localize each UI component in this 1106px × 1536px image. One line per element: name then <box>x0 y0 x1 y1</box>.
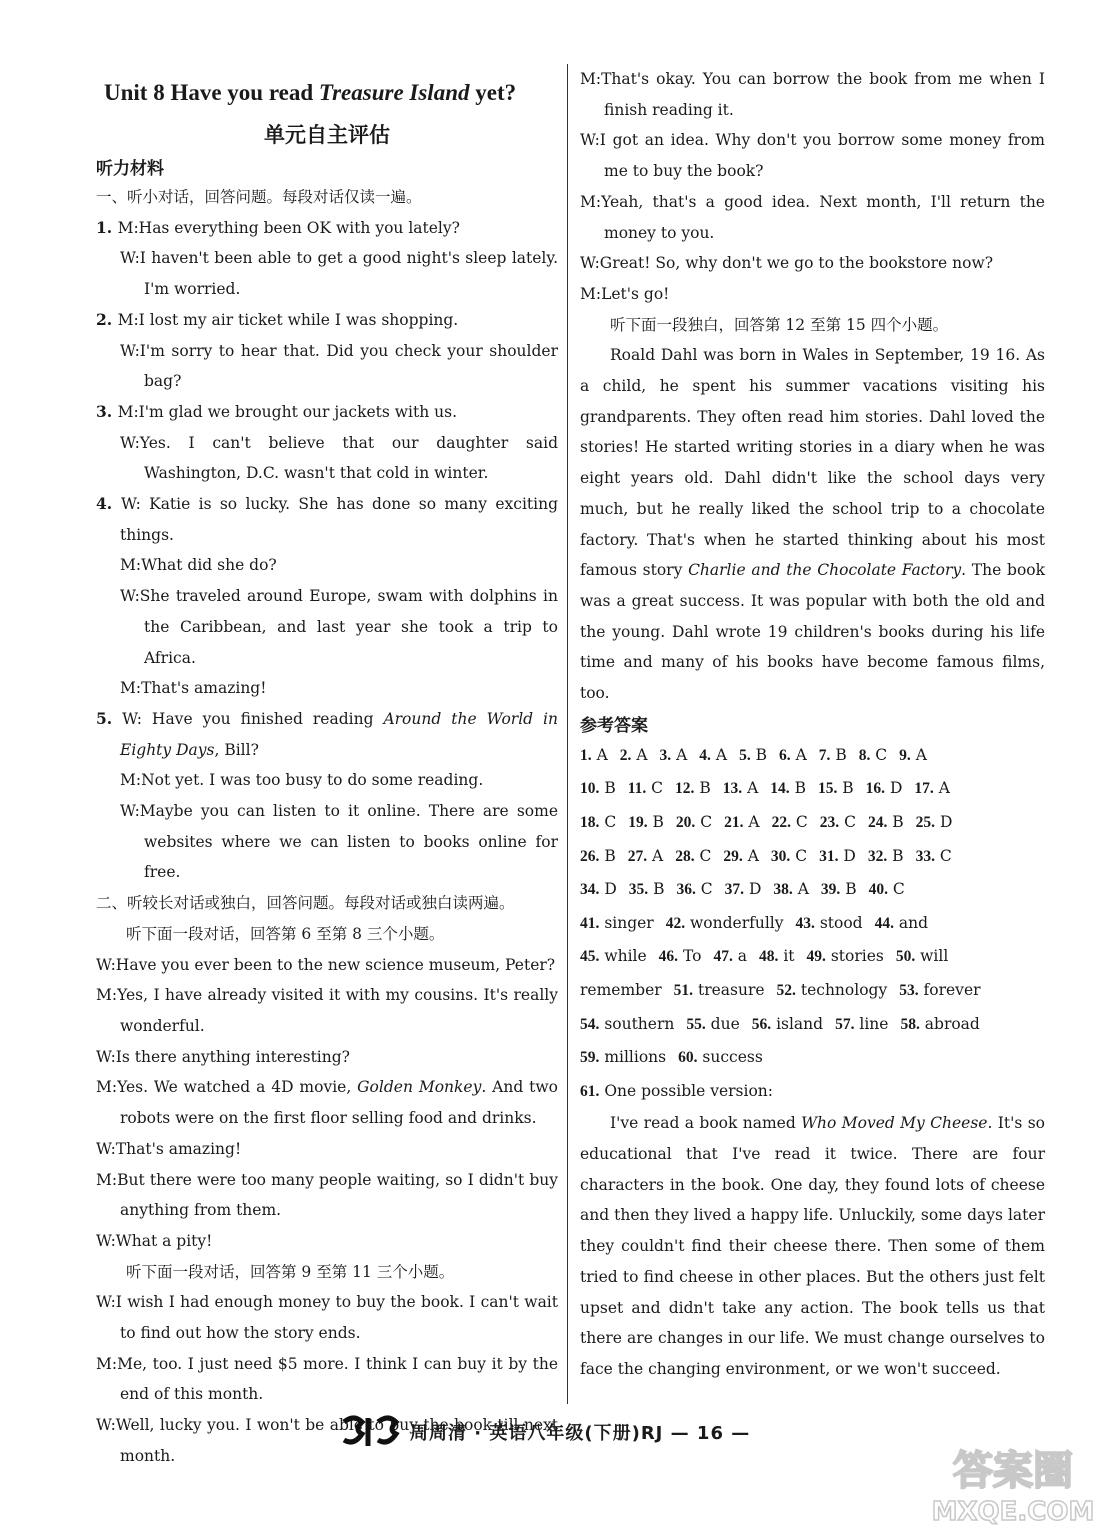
answer-item <box>628 779 663 797</box>
answer-value: A <box>747 846 759 865</box>
dialogue-line: 3. M:I'm glad we brought our jackets with us. <box>96 401 458 421</box>
answer-item <box>900 1015 979 1033</box>
answer-item <box>819 847 856 865</box>
answer-number: 18. <box>580 813 600 831</box>
answers-multiple-choice <box>580 739 1045 907</box>
answer-number: 9. <box>899 746 911 764</box>
dialogue-b-intro: 听下面一段对话，回答第 9 至第 11 三个小题。 <box>126 1262 455 1281</box>
answer-item <box>820 813 856 831</box>
page-footer <box>340 1410 860 1454</box>
movie-title: Golden Monkey <box>357 1078 482 1097</box>
answer-value: remember <box>580 980 662 999</box>
answer-number: 28. <box>675 847 695 865</box>
unit-title-book: Treasure Island <box>318 80 470 105</box>
answer-row <box>580 873 1045 907</box>
dialogue-line: W:She traveled around Europe, swam with dolphins in the Caribbean, and last year she took a trip to Africa. <box>120 587 558 667</box>
dialogue-5-first-line <box>96 704 558 765</box>
answer-value: B <box>794 779 806 798</box>
answer-value: A <box>676 745 688 764</box>
dialogue-5-lines <box>96 765 558 888</box>
dialogue-number: 1. <box>96 217 118 237</box>
answer-item <box>629 880 665 898</box>
answer-number: 42. <box>665 914 686 932</box>
answer-number: 36. <box>676 881 696 899</box>
answer-item <box>666 914 784 932</box>
answer-row <box>580 739 1045 773</box>
answer-number: 1. <box>580 746 592 764</box>
answer-value: island <box>776 1014 824 1033</box>
answer-number: 58. <box>900 1015 920 1033</box>
answer-number: 8. <box>858 746 871 764</box>
answer-value: B <box>845 880 857 899</box>
dialogue-a <box>96 950 558 1073</box>
monologue-text: Roald Dahl was born in Wales in September, 19 16. As a child, he spent his summer vacations visiting his grandparents. They often read him stories. Dahl loved the stories! He started writing stories in a diary when he was eight years old. Dahl didn't like the school days very much, but he really liked the school trip to a chocolate factory. That's when he started thinking about his most famous story <box>580 346 1045 580</box>
answer-row <box>580 1008 1045 1042</box>
dialogue-line: W:I haven't been able to get a good night's sleep lately. I'm worried. <box>120 249 558 299</box>
answer-number: 56. <box>751 1015 772 1033</box>
monologue-intro: 听下面一段独白，回答第 12 至第 15 四个小题。 <box>610 315 949 334</box>
answer-item <box>773 880 809 898</box>
watermark-text: 答案圈 <box>953 1448 1073 1494</box>
answer-number: 29. <box>723 847 743 865</box>
answer-value: abroad <box>924 1014 980 1033</box>
answer-item <box>659 947 702 965</box>
answer-item <box>675 779 711 797</box>
answer-number: 24. <box>867 813 888 831</box>
answer-number: 21. <box>724 813 744 831</box>
dialogue-number: 2. <box>96 309 118 329</box>
answer-value: line <box>859 1014 889 1033</box>
answer-item <box>807 947 884 965</box>
answer-item <box>674 981 765 999</box>
answer-value: To <box>682 947 702 966</box>
answer-number: 44. <box>874 914 894 932</box>
dialogue-line: W:I'm sorry to hear that. Did you check your shoulder bag? <box>120 341 558 391</box>
dialogue-b-line: M:Yeah, that's a good idea. Next month, I'll return the money to you. <box>580 192 1045 242</box>
dialogue-b-continued <box>580 64 1045 310</box>
unit-title <box>104 76 558 110</box>
answer-item <box>723 847 759 865</box>
monologue-text-end: . The book was a great success. It was popular with both the old and the young. Dahl wrote 19 children's books during his life time and many of his books have become famous films, too. <box>580 561 1045 703</box>
answer-item <box>675 847 711 865</box>
answer-number: 32. <box>867 847 888 865</box>
answer-value: C <box>700 880 713 899</box>
right-column <box>580 64 1045 1385</box>
answer-item <box>777 981 888 999</box>
dialogue-5-line: M:Not yet. I was too busy to do some reading. <box>120 771 484 790</box>
dialogue-line: M:What did she do? <box>120 556 277 575</box>
dialogue-b-line: M:Me, too. I just need $5 more. I think I can buy it by the end of this month. <box>96 1354 558 1404</box>
answer-item <box>899 746 927 764</box>
answer-number: 23. <box>819 813 840 831</box>
answer-item <box>818 779 854 797</box>
answer-value: due <box>710 1014 740 1033</box>
answer-number: 17. <box>914 780 934 798</box>
dialogue-line: W:Yes. I can't believe that our daughter said Washington, D.C. wasn't that cold in winter. <box>120 433 558 483</box>
answer-value: technology <box>800 980 888 999</box>
answer-value: D <box>748 880 762 899</box>
answer-item <box>914 779 950 797</box>
answer-value: A <box>596 745 608 764</box>
answer-number: 14. <box>770 780 790 798</box>
answer-number: 4. <box>699 746 711 764</box>
book-title: Around the World in Eighty Days <box>120 709 558 759</box>
answer-item <box>896 947 948 965</box>
essay-text-end: . It's so educational that I've read it twice. There are four characters in the book. One day, they found lots of cheese and then they lived a happy life. Unluckily, some days later they couldn't find their cheese there. Then some of them tried to find cheese in other places. But the others just felt upset and didn't take any action. The book tells us that there are changes in our life. We must change ourselves to face the changing environment, or we won't succeed. <box>580 1114 1045 1378</box>
part1-instructions: 一、听小对话，回答问题。每段对话仅读一遍。 <box>96 188 422 206</box>
answer-number: 27. <box>627 847 648 865</box>
answer-item <box>580 1048 666 1066</box>
answer-item <box>899 981 980 999</box>
dialogue-b-line: W:Well, lucky you. I won't be able to buy the book till next month. <box>96 1416 558 1465</box>
answer-number: 40. <box>868 881 888 899</box>
answer-number: 43. <box>795 914 815 932</box>
dialogue-line: 4. W: Katie is so lucky. She has done so many exciting things. <box>96 494 559 544</box>
answer-value: D <box>939 812 953 831</box>
answer-number: 47. <box>713 948 733 966</box>
answer-value: C <box>844 812 856 831</box>
answer-item <box>821 880 857 898</box>
dialogue-number: 5. <box>96 708 113 728</box>
answer-value: C <box>700 812 713 831</box>
answer-item <box>713 947 747 965</box>
answer-value: treasure <box>697 980 765 999</box>
answer-value: a <box>737 947 747 966</box>
answer-number: 52. <box>776 981 796 999</box>
dialogue-a-line: M:Yes, I have already visited it with my cousins. It's really wonderful. <box>96 986 558 1035</box>
answer-item <box>580 880 617 898</box>
answers-heading: 参考答案 <box>580 715 648 736</box>
answer-value: C <box>604 812 617 831</box>
essay-text: I've read a book named <box>610 1114 802 1133</box>
answer-number: 20. <box>675 813 696 831</box>
answer-item <box>739 746 767 764</box>
answer-number: 53. <box>899 981 919 999</box>
answer-number: 48. <box>759 948 779 966</box>
answer-item <box>725 880 762 898</box>
answer-item <box>859 746 887 764</box>
answer-item <box>916 847 952 865</box>
answer-value: A <box>747 779 759 798</box>
dialogue-5-text-end: , Bill? <box>214 740 259 759</box>
answer-value: A <box>797 880 809 899</box>
answer-value: C <box>795 812 808 831</box>
answer-item <box>819 746 847 764</box>
answer-value: A <box>795 745 807 764</box>
answer-item <box>779 746 807 764</box>
dialogue-a-rest <box>96 1134 558 1257</box>
answer-number: 10. <box>580 780 600 798</box>
dialogue-a-line: M:But there were too many people waiting, so I didn't buy anything from them. <box>96 1170 558 1220</box>
left-column <box>96 62 558 1472</box>
answer-number: 31. <box>819 847 839 865</box>
watermark-logo <box>928 1438 1098 1530</box>
answer-value: C <box>892 880 905 899</box>
answer-item <box>628 847 664 865</box>
dialogue-b-line: W:I wish I had enough money to buy the book. I can't wait to find out how the story ends. <box>96 1293 558 1343</box>
dialogue-5-text: W: Have you finished reading <box>122 709 384 728</box>
answer-value: D <box>604 880 617 899</box>
answer-number: 46. <box>658 948 679 966</box>
answer-value: B <box>699 779 711 798</box>
part2-instructions: 二、听较长对话或独白，回答问题。每段对话或独白读两遍。 <box>96 894 515 913</box>
unit-title-suffix: yet? <box>469 80 517 105</box>
answer-number: 59. <box>580 1049 600 1067</box>
column-divider <box>567 64 568 1404</box>
answer-number: 5. <box>739 746 751 764</box>
answer-item <box>770 779 806 797</box>
answer-number: 22. <box>771 813 791 831</box>
answer-number: 30. <box>770 847 791 865</box>
answer-number: 51. <box>673 981 694 999</box>
dialogue-a-line: W:Is there anything interesting? <box>96 1047 350 1066</box>
answer-value: C <box>939 846 952 865</box>
dialogue-5 <box>96 704 558 888</box>
dialogue-a-line: W:What a pity! <box>96 1231 213 1250</box>
answer-item <box>724 813 760 831</box>
answer-number: 45. <box>580 948 600 966</box>
answer-item <box>580 981 662 999</box>
sample-essay <box>580 1108 1045 1384</box>
answer-row <box>580 907 1045 941</box>
answer-item <box>676 813 712 831</box>
answer-item <box>580 914 654 932</box>
answer-value: success <box>702 1048 763 1067</box>
answer-number: 25. <box>915 813 936 831</box>
answer-number: 33. <box>915 847 935 865</box>
answer-value: C <box>795 846 808 865</box>
answer-number: 50. <box>895 948 916 966</box>
dialogue-line: 1. M:Has everything been OK with you lately? <box>96 217 460 237</box>
answer-value: forever <box>923 980 981 999</box>
answer-value: and <box>898 913 929 932</box>
dialogue-a-movie-line <box>96 1072 558 1133</box>
dialogue-line: 2. M:I lost my air ticket while I was shopping. <box>96 309 459 329</box>
answer-number: 13. <box>722 780 743 798</box>
footer-text: 周周清 · 英语八年级(下册)RJ — 16 — <box>410 1423 751 1444</box>
answer-item <box>772 813 808 831</box>
answer-number: 11. <box>627 780 647 798</box>
answer-number: 55. <box>686 1015 706 1033</box>
answer-value: A <box>915 745 927 764</box>
answer-item <box>868 813 904 831</box>
dialogue-b-line: W:Great! So, why don't we go to the bookstore now? <box>580 254 994 273</box>
answer-number: 2. <box>619 746 632 764</box>
publisher-logo-icon <box>340 1412 402 1452</box>
answer-item <box>580 746 608 764</box>
answer-value: will <box>920 947 949 966</box>
answer-item <box>759 947 795 965</box>
dialogue-5-line: W:Maybe you can listen to it online. There are some websites where we can listen to books online for free. <box>120 802 558 882</box>
q61-intro: One possible version: <box>604 1081 773 1100</box>
q61-line <box>580 1075 1045 1109</box>
answer-value: C <box>699 846 712 865</box>
answer-number: 54. <box>580 1015 600 1033</box>
section-title: 单元自主评估 <box>264 123 390 147</box>
answer-number: 19. <box>628 813 648 831</box>
answer-number: 60. <box>678 1049 698 1067</box>
answer-value: B <box>604 779 616 798</box>
answer-value: B <box>653 880 665 899</box>
answer-number: 3. <box>659 746 672 764</box>
dialogue-b-line: M:Let's go! <box>580 284 670 303</box>
answer-value: it <box>783 947 795 966</box>
answer-item <box>916 813 953 831</box>
answer-value: D <box>889 779 903 798</box>
short-dialogues <box>96 213 558 704</box>
answer-number: 7. <box>818 746 831 764</box>
answer-item <box>752 1015 823 1033</box>
answer-value: B <box>604 846 616 865</box>
dialogue-a-line: W:That's amazing! <box>96 1139 242 1158</box>
answer-number: 37. <box>724 881 745 899</box>
dialogue-a-line: W:Have you ever been to the new science museum, Peter? <box>96 955 556 974</box>
answer-item <box>580 947 647 965</box>
answer-number: 39. <box>820 881 841 899</box>
movie-line-end: . And two robots were on the first floor selling food and drinks. <box>120 1078 559 1128</box>
answers-words <box>580 907 1045 1075</box>
answer-value: A <box>636 745 648 764</box>
answer-row <box>580 772 1045 806</box>
monologue-book-title: Charlie and the Chocolate Factory <box>688 561 962 580</box>
answer-value: millions <box>604 1048 667 1067</box>
answer-item <box>676 880 712 898</box>
answer-value: B <box>892 812 904 831</box>
essay-book-title: Who Moved My Cheese <box>801 1114 988 1133</box>
answer-value: A <box>652 846 664 865</box>
watermark-url: MXQE.COM <box>931 1497 1095 1527</box>
answer-item <box>686 1015 739 1033</box>
answer-number: 15. <box>817 780 838 798</box>
answer-number: 49. <box>806 948 826 966</box>
answer-value: B <box>842 779 854 798</box>
answer-item <box>580 847 616 865</box>
answer-item <box>796 914 863 932</box>
answer-item <box>835 1015 888 1033</box>
answer-value: B <box>755 745 768 764</box>
answer-number: 57. <box>835 1015 855 1033</box>
answer-row <box>580 974 1045 1008</box>
answer-value: while <box>604 947 647 966</box>
answer-value: stories <box>830 947 884 966</box>
answer-number: 34. <box>580 881 600 899</box>
answer-value: C <box>651 779 664 798</box>
q61-label: 61. <box>580 1082 600 1100</box>
movie-line-text: M:Yes. We watched a 4D movie, <box>96 1078 358 1097</box>
monologue <box>580 340 1045 708</box>
answer-item <box>580 779 616 797</box>
answer-value: B <box>892 846 904 865</box>
answer-item <box>771 847 807 865</box>
dialogue-b-line: W:I got an idea. Why don't you borrow some money from me to buy the book? <box>580 131 1045 181</box>
dialogue-number: 3. <box>96 401 118 421</box>
answer-item <box>628 813 664 831</box>
listening-heading: 听力材料 <box>96 159 164 179</box>
answer-row <box>580 940 1045 974</box>
answer-item <box>699 746 727 764</box>
answer-value: southern <box>604 1014 675 1033</box>
answer-value: A <box>715 745 728 764</box>
answer-item <box>868 847 904 865</box>
answer-number: 35. <box>628 881 649 899</box>
dialogue-line: M:That's amazing! <box>120 679 267 698</box>
unit-title-prefix: Unit 8 Have you read <box>104 80 319 105</box>
answer-number: 26. <box>580 847 600 865</box>
answer-item <box>620 746 648 764</box>
dialogue-b-line: M:That's okay. You can borrow the book from me when I finish reading it. <box>580 70 1045 119</box>
answer-row <box>580 806 1045 840</box>
answer-item <box>875 914 928 932</box>
answer-number: 41. <box>580 914 600 932</box>
answer-item <box>678 1048 763 1066</box>
answer-value: B <box>652 812 664 831</box>
answer-value: wonderfully <box>690 913 784 932</box>
answer-number: 12. <box>675 780 695 798</box>
answer-item <box>660 746 688 764</box>
answer-row <box>580 840 1045 874</box>
answer-item <box>580 813 616 831</box>
answer-value: A <box>938 779 950 798</box>
answer-number: 38. <box>773 881 793 899</box>
answer-number: 16. <box>865 780 886 798</box>
answer-value: stood <box>819 913 863 932</box>
answer-item <box>723 779 759 797</box>
dialogue-a-intro: 听下面一段对话，回答第 6 至第 8 三个小题。 <box>126 924 445 943</box>
answer-number: 6. <box>779 746 791 764</box>
answer-value: C <box>875 745 888 764</box>
answer-item <box>580 1015 674 1033</box>
answer-item <box>866 779 903 797</box>
dialogue-number: 4. <box>96 494 121 514</box>
answer-item <box>869 880 905 898</box>
answer-row <box>580 1041 1045 1075</box>
answer-value: singer <box>604 913 654 932</box>
answer-value: D <box>843 846 856 865</box>
answer-value: B <box>835 745 847 764</box>
answer-value: A <box>748 812 760 831</box>
